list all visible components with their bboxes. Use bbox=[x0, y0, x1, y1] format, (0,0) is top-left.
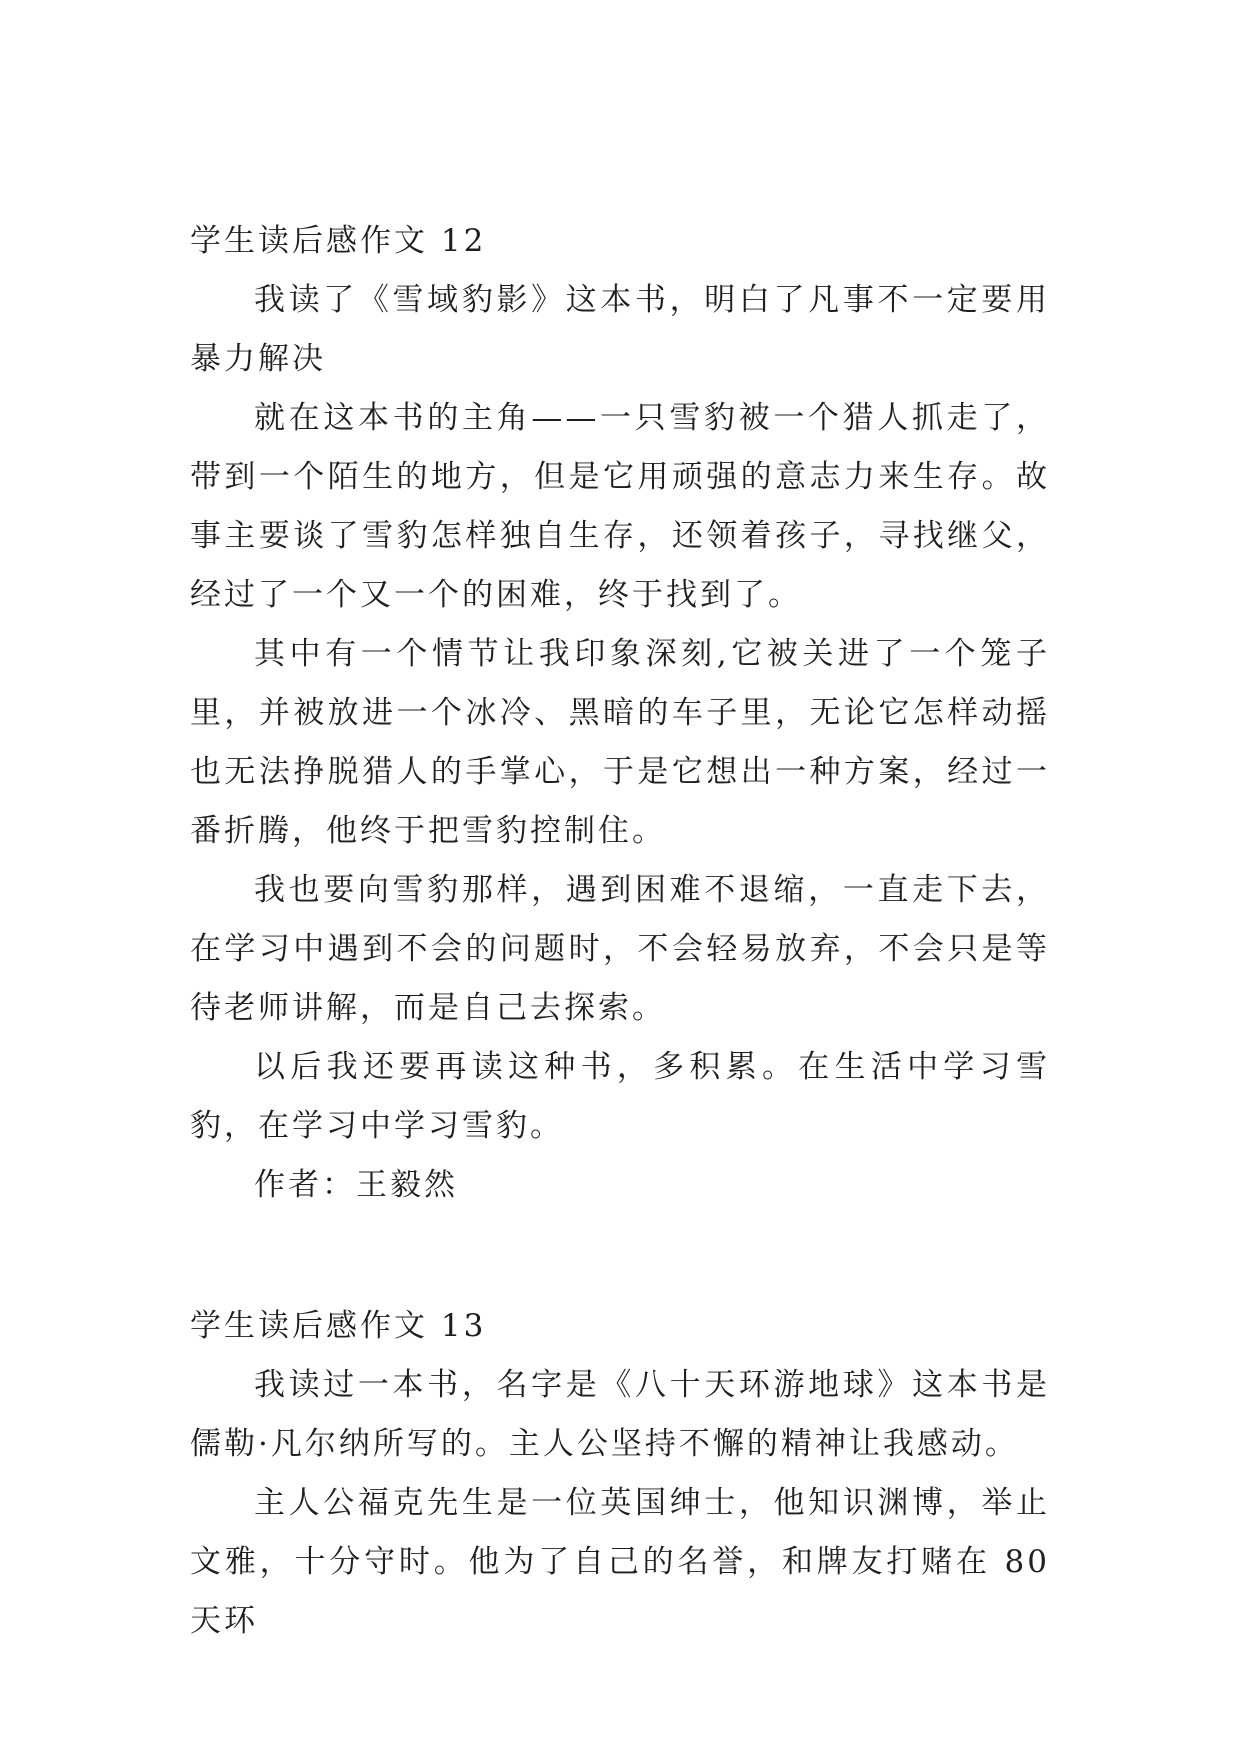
paragraph: 我读了《雪域豹影》这本书，明白了凡事不一定要用暴力解决 bbox=[190, 282, 1050, 377]
paragraph: 我读过一本书，名字是《八十天环游地球》这本书是儒勒·凡尔纳所写的。主人公坚持不懈的精神让我感动。 bbox=[190, 1367, 1050, 1462]
section-spacer bbox=[190, 1215, 1050, 1297]
paragraph: 以后我还要再读这种书，多积累。在生活中学习雪豹，在学习中学习雪豹。 bbox=[190, 1049, 1050, 1144]
paragraph: 我也要向雪豹那样，遇到困难不退缩，一直走下去，在学习中遇到不会的问题时，不会轻易放弃，不会只是等待老师讲解，而是自己去探索。 bbox=[190, 872, 1050, 1026]
paragraph: 其中有一个情节让我印象深刻,它被关进了一个笼子里，并被放进一个冰冷、黑暗的车子里，无论它怎样动摇也无法挣脱猎人的手掌心，于是它想出一种方案，经过一番折腾，他终于把雪豹控制住。 bbox=[190, 636, 1050, 849]
author-line: 作者：王毅然 bbox=[254, 1167, 458, 1203]
essay-section-13 bbox=[190, 1297, 1050, 1651]
paragraph: 就在这本书的主角——一只雪豹被一个猎人抓走了，带到一个陌生的地方，但是它用顽强的意志力来生存。故事主要谈了雪豹怎样独自生存，还领着孩子，寻找继父，经过了一个又一个的困难，终于找到了。 bbox=[190, 400, 1050, 613]
document-body bbox=[190, 212, 1050, 1651]
paragraph: 主人公福克先生是一位英国绅士，他知识渊博，举止文雅，十分守时。他为了自己的名誉，和牌友打赌在 80 天环 bbox=[190, 1485, 1050, 1639]
essay-section-12 bbox=[190, 212, 1050, 1215]
section-title: 学生读后感作文 13 bbox=[190, 1308, 487, 1344]
section-title: 学生读后感作文 12 bbox=[190, 223, 487, 259]
